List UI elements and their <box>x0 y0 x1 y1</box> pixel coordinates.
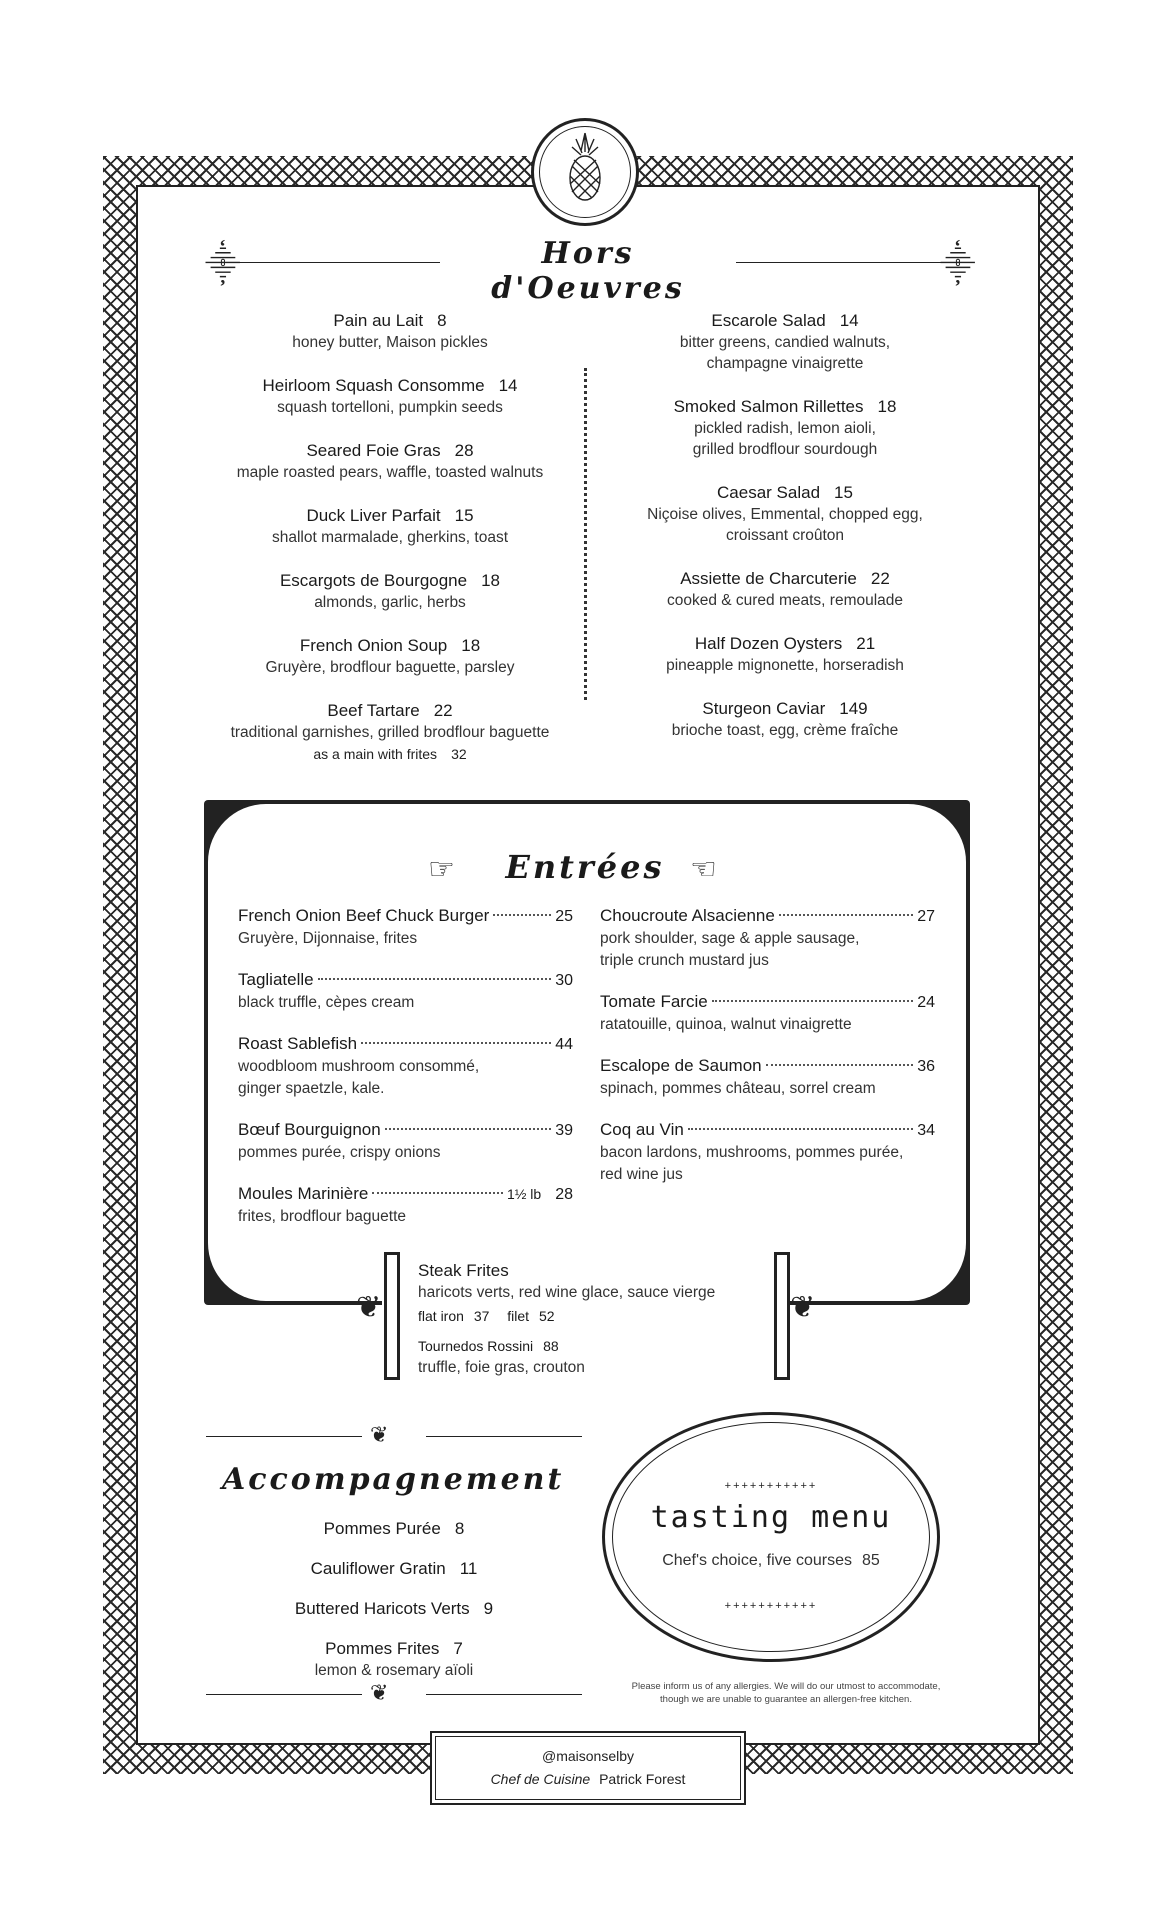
item-description: champagne vinaigrette <box>706 355 864 372</box>
item-price: 14 <box>839 311 859 330</box>
list-item <box>600 904 935 972</box>
entrees-left-column <box>238 904 573 1246</box>
item-description: haricots verts, red wine glace, sauce vierge <box>418 1284 716 1301</box>
list-item <box>200 570 580 613</box>
item-description: woodbloom mushroom consommé, <box>238 1058 480 1075</box>
item-name: French Onion Beef Chuck Burger <box>238 906 490 925</box>
dot-leader <box>493 914 551 916</box>
dot-leader <box>372 1192 503 1194</box>
dot-leader <box>766 1064 914 1066</box>
item-description: pork shoulder, sage & apple sausage, <box>600 930 860 947</box>
item-name: Pommes Frites <box>325 1639 440 1658</box>
list-item <box>206 1598 582 1620</box>
ornament-top-icon: ❦ <box>370 1423 389 1448</box>
footer-box-inner <box>435 1736 741 1800</box>
item-description: squash tortelloni, pumpkin seeds <box>277 399 503 416</box>
item-name: Sturgeon Caviar <box>702 699 826 718</box>
item-price: 11 <box>459 1559 478 1578</box>
item-price: 21 <box>856 634 876 653</box>
scroll-flourish-left-icon: ⸎ <box>205 245 241 285</box>
item-name: Escarole Salad <box>711 311 826 330</box>
item-name: Pain au Lait <box>333 311 424 330</box>
item-name: Steak Frites <box>418 1261 509 1280</box>
allergy-notice-line: Please inform us of any allergies. We will do our utmost to accommodate, <box>631 1681 941 1692</box>
accompagnement-list <box>206 1518 582 1681</box>
item-price: 9 <box>483 1599 494 1618</box>
list-item <box>206 1638 582 1681</box>
item-name: Coq au Vin <box>600 1120 684 1139</box>
list-item <box>600 990 935 1036</box>
steak-frites <box>418 1259 778 1378</box>
allergy-notice <box>596 1680 976 1706</box>
accompagnement-title: Accompagnement <box>222 1462 565 1497</box>
header-rule-right <box>736 262 944 263</box>
dot-leader <box>712 1000 914 1002</box>
item-description: black truffle, cèpes cream <box>238 994 415 1011</box>
entrees-title: Entrées <box>505 848 665 886</box>
item-extra-price: 32 <box>451 746 467 762</box>
bracket-left <box>384 1252 400 1380</box>
social-handle: @maisonselby <box>541 1748 635 1764</box>
item-name: Pommes Purée <box>323 1519 441 1538</box>
item-price: 34 <box>917 1122 935 1139</box>
accomp-rule-top-right <box>426 1436 582 1437</box>
item-description: bacon lardons, mushrooms, pommes purée, <box>600 1144 904 1161</box>
list-item <box>600 568 970 611</box>
tasting-menu-title: tasting menu <box>650 1500 892 1535</box>
chef-credit <box>430 1771 746 1787</box>
tasting-menu-oval-inner <box>612 1422 930 1652</box>
item-name: Buttered Haricots Verts <box>294 1599 470 1618</box>
item-description: ginger spaetzle, kale. <box>238 1080 385 1097</box>
item-price: 7 <box>453 1639 463 1658</box>
item-name: Beef Tartare <box>327 701 420 720</box>
item-description: triple crunch mustard jus <box>600 952 769 969</box>
item-name: Half Dozen Oysters <box>694 634 843 653</box>
item-name: Seared Foie Gras <box>306 441 441 460</box>
dot-leader <box>385 1128 552 1130</box>
item-price: 28 <box>454 441 474 460</box>
list-item <box>206 1518 582 1540</box>
list-item <box>600 310 970 374</box>
list-item <box>600 1054 935 1100</box>
ornament-bottom-icon: ❦ <box>370 1681 389 1706</box>
item-description: maple roasted pears, waffle, toasted walnuts <box>236 464 544 481</box>
dot-leader <box>779 914 913 916</box>
list-item <box>600 396 970 460</box>
item-name: Escalope de Saumon <box>600 1056 762 1075</box>
item-name: Choucroute Alsacienne <box>600 906 775 925</box>
item-name: Bœuf Bourguignon <box>238 1120 381 1139</box>
stars-divider-bottom: +++++++++++ <box>724 1600 818 1612</box>
item-price: 30 <box>555 972 573 989</box>
hors-doeuvres-right-column <box>600 310 970 763</box>
item-description: cooked & cured meats, remoulade <box>666 592 904 609</box>
item-price: 24 <box>917 994 935 1011</box>
item-portion: 1½ lb <box>506 1186 542 1202</box>
item-name: Heirloom Squash Consomme <box>262 376 485 395</box>
item-description: shallot marmalade, gherkins, toast <box>271 529 509 546</box>
item-name: Smoked Salmon Rillettes <box>673 397 864 416</box>
item-price: 18 <box>481 571 501 590</box>
scroll-right-icon: ❦ <box>790 1290 816 1325</box>
item-name: French Onion Soup <box>299 636 448 655</box>
tasting-menu-description: Chef's choice, five courses <box>662 1552 852 1569</box>
item-description: pickled radish, lemon aioli, <box>694 420 876 437</box>
item-price: 15 <box>834 483 853 502</box>
item-description: Niçoise olives, Emmental, chopped egg, <box>647 506 923 523</box>
option-label: filet <box>507 1308 530 1324</box>
dot-leader <box>688 1128 913 1130</box>
stars-divider-top: +++++++++++ <box>724 1480 818 1492</box>
pineapple-icon <box>534 121 636 223</box>
item-name: Moules Marinière <box>238 1184 369 1203</box>
item-description: brioche toast, egg, crème fraîche <box>671 722 899 739</box>
item-price: 36 <box>917 1058 935 1075</box>
item-price: 25 <box>555 908 573 925</box>
item-name: Cauliflower Gratin <box>310 1559 446 1578</box>
list-item <box>200 635 580 678</box>
item-description: pommes purée, crispy onions <box>238 1144 441 1161</box>
item-price: 15 <box>454 506 474 525</box>
dot-leader <box>361 1042 551 1044</box>
list-item <box>200 505 580 548</box>
allergy-notice-line: though we are unable to guarantee an allergen-free kitchen. <box>660 1694 912 1705</box>
list-item <box>600 633 970 676</box>
item-description: lemon & rosemary aïoli <box>314 1662 474 1679</box>
item-price: 8 <box>454 1519 465 1538</box>
item-description: honey butter, Maison pickles <box>292 334 488 351</box>
entrees-right-column <box>600 904 935 1204</box>
item-price: 22 <box>870 569 890 588</box>
item-description: croissant croûton <box>725 527 845 544</box>
accomp-rule-bottom-right <box>426 1694 582 1695</box>
item-description: spinach, pommes château, sorrel cream <box>600 1080 876 1097</box>
pointing-hand-left-icon: ☜ <box>690 852 717 887</box>
list-item <box>238 1118 573 1164</box>
item-price: 28 <box>555 1186 573 1203</box>
list-item <box>600 482 970 546</box>
list-item <box>200 375 580 418</box>
scroll-left-icon: ❦ <box>356 1290 382 1325</box>
item-price: 8 <box>437 311 447 330</box>
list-item <box>600 698 970 741</box>
item-name: Tournedos Rossini <box>418 1338 534 1354</box>
option-price: 52 <box>538 1308 555 1324</box>
item-name: Roast Sablefish <box>238 1034 358 1053</box>
list-item <box>200 440 580 483</box>
list-item <box>200 700 580 765</box>
accomp-rule-top-left <box>206 1436 362 1437</box>
item-name: Escargots de Bourgogne <box>279 571 468 590</box>
pointing-hand-right-icon: ☞ <box>428 852 455 887</box>
item-description: bitter greens, candied walnuts, <box>679 334 891 351</box>
item-description: frites, brodflour baguette <box>238 1208 407 1225</box>
pineapple-logo <box>531 118 639 226</box>
item-name: Caesar Salad <box>717 483 821 502</box>
item-price: 22 <box>433 701 453 720</box>
item-price: 88 <box>543 1338 559 1354</box>
list-item <box>206 1558 582 1580</box>
hors-doeuvres-title: Hors d'Oeuvres <box>491 236 685 306</box>
item-price: 27 <box>917 908 935 925</box>
item-price: 18 <box>461 636 481 655</box>
chef-title: Chef de Cuisine <box>490 1771 591 1787</box>
item-name: Duck Liver Parfait <box>306 506 441 525</box>
dot-leader <box>318 978 552 980</box>
item-price: 18 <box>877 397 897 416</box>
list-item <box>238 1032 573 1100</box>
list-item <box>200 310 580 353</box>
header-rule-left <box>232 262 440 263</box>
item-price: 14 <box>498 376 518 395</box>
list-item <box>600 1118 935 1186</box>
item-description: red wine jus <box>600 1166 683 1183</box>
list-item <box>238 904 573 950</box>
list-item <box>238 1182 573 1228</box>
item-price: 39 <box>555 1122 573 1139</box>
item-description: ratatouille, quinoa, walnut vinaigrette <box>600 1016 852 1033</box>
item-name: Assiette de Charcuterie <box>680 569 857 588</box>
option-price: 37 <box>473 1308 490 1324</box>
accomp-rule-bottom-left <box>206 1694 362 1695</box>
tasting-menu-subtitle <box>602 1552 940 1570</box>
hors-doeuvres-left-column <box>200 310 580 787</box>
item-extra-label: as a main with frites <box>313 746 438 762</box>
list-item <box>238 968 573 1014</box>
scroll-flourish-right-icon: ⸎ <box>940 245 976 285</box>
column-divider <box>584 368 587 700</box>
item-description: traditional garnishes, grilled brodflour baguette <box>230 724 550 741</box>
item-description: Gruyère, brodflour baguette, parsley <box>265 659 515 676</box>
tasting-menu-price: 85 <box>862 1552 880 1569</box>
item-description: grilled brodflour sourdough <box>692 441 878 458</box>
item-description: truffle, foie gras, crouton <box>418 1359 585 1376</box>
item-price: 149 <box>839 699 868 718</box>
item-description: Gruyère, Dijonnaise, frites <box>238 930 418 947</box>
item-description: pineapple mignonette, horseradish <box>666 657 904 674</box>
chef-name: Patrick Forest <box>599 1771 686 1787</box>
item-name: Tomate Farcie <box>600 992 708 1011</box>
option-label: flat iron <box>418 1308 464 1324</box>
item-name: Tagliatelle <box>238 970 314 989</box>
item-price: 44 <box>555 1036 573 1053</box>
item-description: almonds, garlic, herbs <box>314 594 466 611</box>
